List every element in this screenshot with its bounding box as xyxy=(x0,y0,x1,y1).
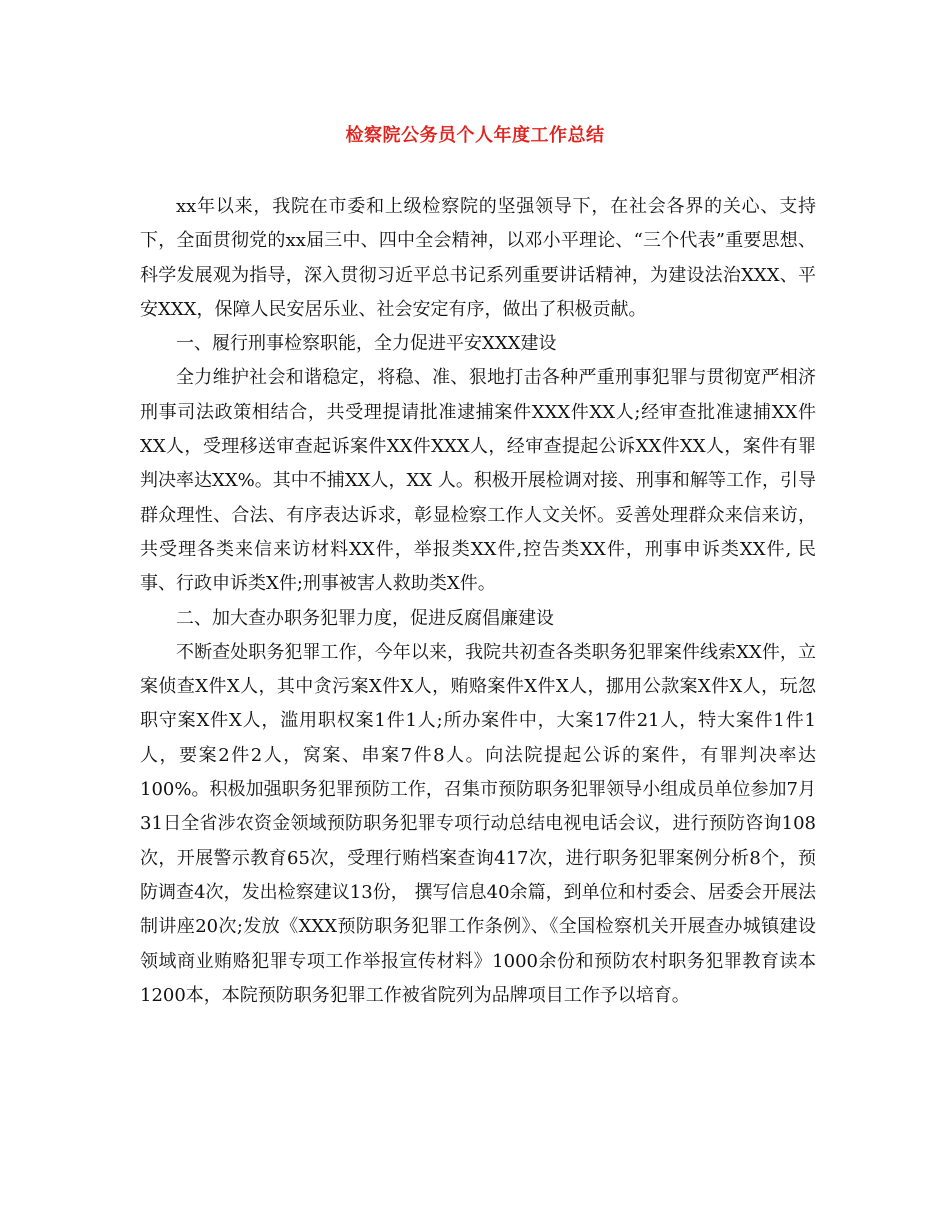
paragraph-intro: xx年以来，我院在市委和上级检察院的坚强领导下，在社会各界的关心、支持下，全面贯彻党的xx届三中、四中全会精神，以邓小平理论、“三个代表”重要思想、科学发展观为指导，深入贯彻习近平总书记系列重要讲话精神，为建设法治XXX、平安XXX，保障人民安居乐业、社会安定有序，做出了积极贡献。 xyxy=(140,196,816,320)
document-title: 检察院公务员个人年度工作总结 xyxy=(345,125,605,146)
paragraph-criminal-prosecution: 全力维护社会和谐稳定，将稳、准、狠地打击各种严重刑事犯罪与贯彻宽严相济刑事司法政策相结合，共受理提请批准逮捕案件XXX件XX人;经审查批准逮捕XX件XX人，受理移送审查起诉案件XX件XXX人，经审查提起公诉XX件XX人，案件有罪判决率达XX%。其中不捕XX人，XX 人。积极开展检调对接、刑事和解等工作，引导群众理性、合法、有序表达诉求，彰显检察工作人文关怀。妥善处理群众来信来访，共受理各类来信来访材料XX件，举报类XX件,控告类XX件，刑事申诉类XX件, 民事、行政申诉类X件;刑事被害人救助类X件。 xyxy=(140,367,816,595)
section-heading-2: 二、加大查办职务犯罪力度，促进反腐倡廉建设 xyxy=(176,607,554,629)
section-heading-1: 一、履行刑事检察职能，全力促进平安XXX建设 xyxy=(176,333,557,355)
document-body xyxy=(140,190,816,1013)
paragraph-duty-crime: 不断查处职务犯罪工作，今年以来，我院共初查各类职务犯罪案件线索XX件，立案侦查X件X人，其中贪污案X件X人，贿赂案件X件X人，挪用公款案X件X人，玩忽职守案X件X人，滥用职权案1件1人;所办案件中，大案17件21人，特大案件1件1人，要案2件2人，窝案、串案7件8人。向法院提起公诉的案件，有罪判决率达100%。积极加强职务犯罪预防工作，召集市预防职务犯罪领导小组成员单位参加7月31日全省涉农资金领域预防职务犯罪专项行动总结电视电话会议，进行预防咨询108次，开展警示教育65次，受理行贿档案查询417次，进行职务犯罪案例分析8个，预防调查4次，发出检察建议13份， 撰写信息40余篇，到单位和村委会、居委会开展法制讲座20次;发放《XXX预防职务犯罪工作条例》、《全国检察机关开展查办城镇建设领域商业贿赂犯罪专项工作举报宣传材料》1000余份和预防农村职务犯罪教育读本1200本，本院预防职务犯罪工作被省院列为品牌项目工作予以培育。 xyxy=(140,641,816,1006)
